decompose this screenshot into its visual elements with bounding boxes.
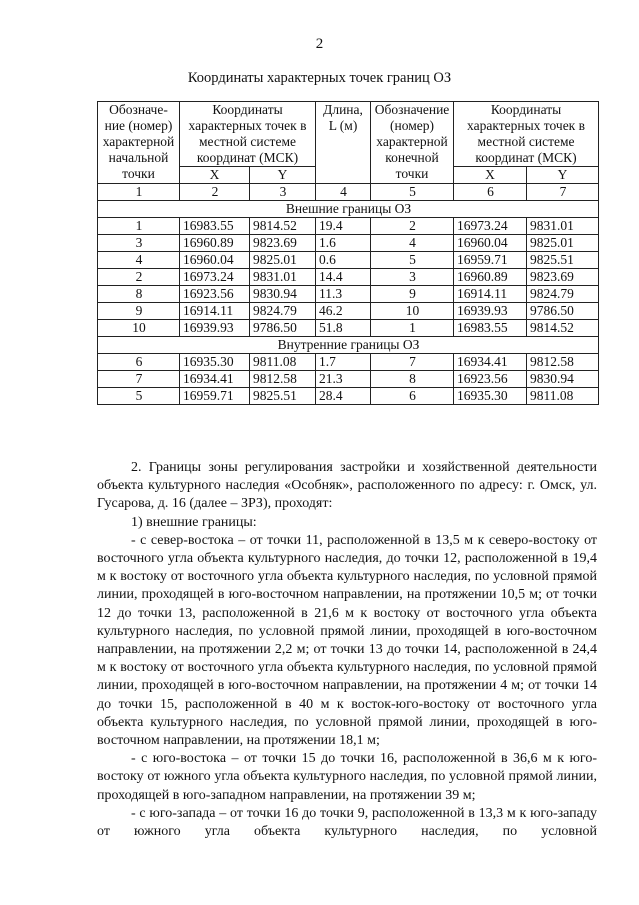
table-cell: 16934.41	[454, 354, 527, 371]
table-cell: 16973.24	[454, 218, 527, 235]
table-cell: 10	[371, 303, 454, 320]
table-cell: 7	[98, 371, 180, 388]
table-row	[98, 252, 599, 269]
table-cell: 16959.71	[180, 388, 250, 405]
body-text	[97, 459, 597, 841]
table-cell: 28.4	[316, 388, 371, 405]
table-cell: 1.6	[316, 235, 371, 252]
table-cell: 9811.08	[250, 354, 316, 371]
table-cell: 9814.52	[250, 218, 316, 235]
coordinates-table	[97, 101, 599, 405]
table-cell: 4	[98, 252, 180, 269]
table-cell: 9825.51	[250, 388, 316, 405]
section-outer-title: Внешние границы ОЗ	[98, 201, 599, 218]
table-row	[98, 371, 599, 388]
table-cell: 16935.30	[180, 354, 250, 371]
table-cell: 16939.93	[454, 303, 527, 320]
col-number: 6	[454, 184, 527, 201]
table-row	[98, 235, 599, 252]
header-coords-end: Координаты характерных точек в местной системе координат (МСК)	[454, 102, 599, 167]
table-cell: 9824.79	[250, 303, 316, 320]
table-cell: 5	[98, 388, 180, 405]
paragraph-south-east: - с юго-востока – от точки 15 до точки 16, расположенной в 36,6 м к юго-востоку от южного угла объекта культурного наследия, по условной прямой линии, проходящей в юго-западном направлении, на протяжении 39 м;	[97, 751, 597, 803]
table-cell: 8	[98, 286, 180, 303]
paragraph-outer-heading: 1) внешние границы:	[131, 514, 257, 530]
table-cell: 5	[371, 252, 454, 269]
table-cell: 16914.11	[180, 303, 250, 320]
table-cell: 9823.69	[527, 269, 599, 286]
table-cell: 9825.01	[250, 252, 316, 269]
table-title: Координаты характерных точек границ ОЗ	[187, 70, 452, 86]
header-y-end: Y	[527, 167, 599, 184]
table-cell: 9830.94	[527, 371, 599, 388]
header-start-point: Обозначе-ние (номер) характерной начальной точки	[98, 102, 180, 184]
table-cell: 0.6	[316, 252, 371, 269]
table-cell: 16983.55	[454, 320, 527, 337]
header-y-start: Y	[250, 167, 316, 184]
table-cell: 16960.04	[454, 235, 527, 252]
table-cell: 16973.24	[180, 269, 250, 286]
header-length: Длина, L (м)	[316, 102, 371, 184]
table-cell: 9786.50	[527, 303, 599, 320]
header-coords-start: Координаты характерных точек в местной системе координат (МСК)	[180, 102, 316, 167]
table-cell: 9	[371, 286, 454, 303]
paragraph-zrz: 2. Границы зоны регулирования застройки и хозяйственной деятельности объекта культурного наследия «Особняк», расположенного по адресу: г. Омск, ул. Гусарова, д. 16 (далее – ЗРЗ), проходят:	[97, 460, 597, 512]
table-cell: 19.4	[316, 218, 371, 235]
table-cell: 6	[98, 354, 180, 371]
header-x-start: X	[180, 167, 250, 184]
table-cell: 16939.93	[180, 320, 250, 337]
table-cell: 7	[371, 354, 454, 371]
table-row	[98, 269, 599, 286]
table-row	[98, 320, 599, 337]
col-number: 5	[371, 184, 454, 201]
table-cell: 16923.56	[454, 371, 527, 388]
column-number-row	[98, 184, 599, 201]
header-x-end: X	[454, 167, 527, 184]
table-cell: 1	[371, 320, 454, 337]
table-cell: 16960.89	[180, 235, 250, 252]
table-cell: 14.4	[316, 269, 371, 286]
table-cell: 11.3	[316, 286, 371, 303]
table-cell: 16983.55	[180, 218, 250, 235]
table-cell: 51.8	[316, 320, 371, 337]
table-row	[98, 218, 599, 235]
table-cell: 9825.01	[527, 235, 599, 252]
section-inner-title: Внутренние границы ОЗ	[98, 337, 599, 354]
inner-rows	[98, 354, 599, 405]
table-cell: 2	[371, 218, 454, 235]
table-cell: 2	[98, 269, 180, 286]
table-cell: 9814.52	[527, 320, 599, 337]
table-cell: 46.2	[316, 303, 371, 320]
table-cell: 9811.08	[527, 388, 599, 405]
table-cell: 1	[98, 218, 180, 235]
table-cell: 9	[98, 303, 180, 320]
table-cell: 9824.79	[527, 286, 599, 303]
section-outer-row	[98, 201, 599, 218]
table-row	[98, 303, 599, 320]
page-number: 2	[315, 36, 324, 52]
col-number: 1	[98, 184, 180, 201]
table-row	[98, 354, 599, 371]
col-number: 3	[250, 184, 316, 201]
table-cell: 16960.89	[454, 269, 527, 286]
table-cell: 16960.04	[180, 252, 250, 269]
table-cell: 21.3	[316, 371, 371, 388]
col-number: 4	[316, 184, 371, 201]
table-cell: 1.7	[316, 354, 371, 371]
table-cell: 16914.11	[454, 286, 527, 303]
table-cell: 9823.69	[250, 235, 316, 252]
table-cell: 16959.71	[454, 252, 527, 269]
table-cell: 16935.30	[454, 388, 527, 405]
col-number: 2	[180, 184, 250, 201]
table-row	[98, 286, 599, 303]
table-cell: 6	[371, 388, 454, 405]
table-cell: 9786.50	[250, 320, 316, 337]
table-cell: 9831.01	[250, 269, 316, 286]
table-cell: 3	[371, 269, 454, 286]
table-cell: 16923.56	[180, 286, 250, 303]
table-cell: 10	[98, 320, 180, 337]
header-end-point: Обозначение (номер) характерной конечной точки	[371, 102, 454, 184]
table-cell: 8	[371, 371, 454, 388]
table-cell: 16934.41	[180, 371, 250, 388]
outer-rows	[98, 218, 599, 337]
table-cell: 9831.01	[527, 218, 599, 235]
header-row	[98, 102, 599, 167]
paragraph-south-west: - с юго-запада – от точки 16 до точки 9, расположенной в 13,3 м к юго-западу от южного угла объекта культурного наследия, по условной	[97, 805, 597, 840]
table-cell: 9830.94	[250, 286, 316, 303]
table-cell: 9825.51	[527, 252, 599, 269]
paragraph-north-east: - с север-востока – от точки 11, расположенной в 13,5 м к северо-востоку от восточного угла объекта культурного наследия, до точки 12, расположенной в 19,4 м к востоку от восточного угла объекта культурного наследия, по условной прямой линии, проходящей в юго-восточном направлении, на протяжении 10,5 м; от точки 12 до точки 13, расположенной в 21,6 м к востоку от восточного угла объекта культурного наследия, по условной прямой линии, проходящей в юго-восточном направлении, на протяжении 2,2 м; от точки 13 до точки 14, расположенной в 24,4 м к востоку от восточного угла объекта культурного наследия, по условной прямой линии, проходящей в юго-восточном направлении, на протяжении 4 м; от точки 14 до точки 15, расположенной в 40 м к восток-юго-востоку от восточного угла объекта культурного наследия, по условной прямой линии, проходящей в юго-восточном направлении, на протяжении 18,1 м;	[97, 532, 597, 749]
table-cell: 9812.58	[250, 371, 316, 388]
section-inner-row	[98, 337, 599, 354]
table-cell: 4	[371, 235, 454, 252]
table-cell: 9812.58	[527, 354, 599, 371]
table-cell: 3	[98, 235, 180, 252]
col-number: 7	[527, 184, 599, 201]
table-row	[98, 388, 599, 405]
